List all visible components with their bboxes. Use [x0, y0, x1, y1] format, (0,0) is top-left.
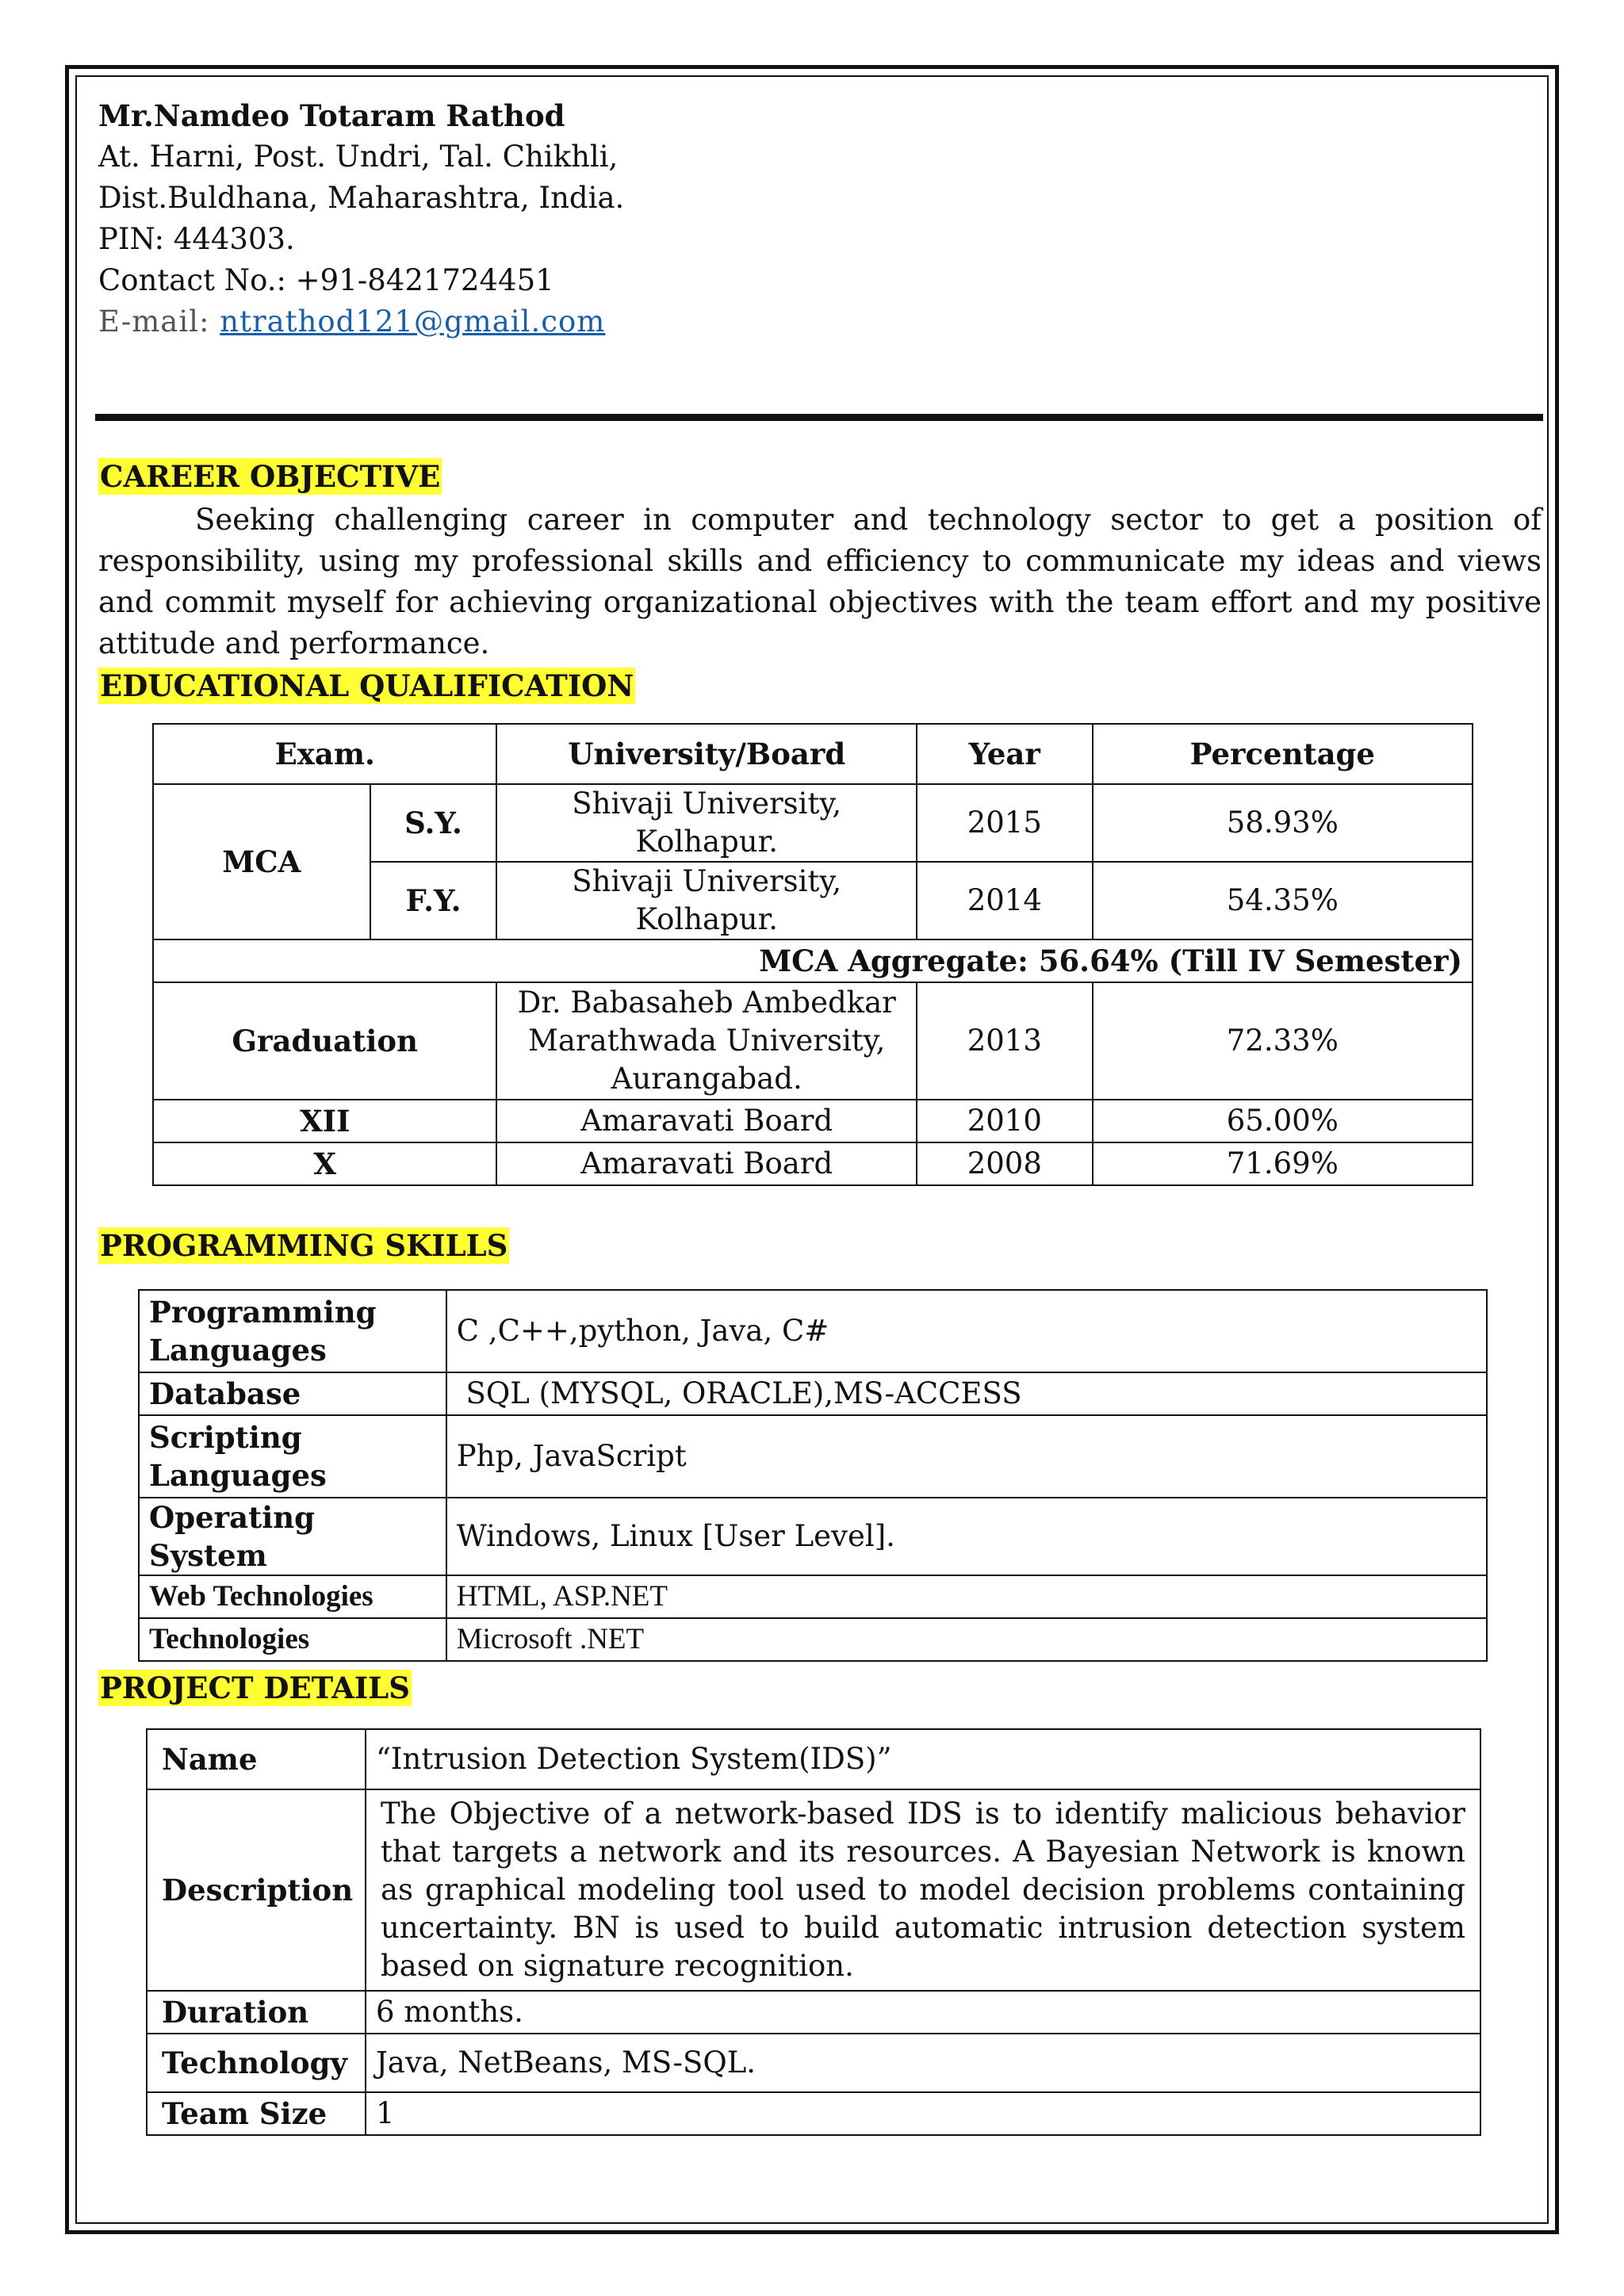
education-table: [152, 723, 1473, 1186]
career-objective-text: [98, 499, 1542, 664]
table-row: [147, 1729, 1480, 1789]
skill-label-programming: [139, 1290, 446, 1372]
skill-label-database: Database: [139, 1372, 446, 1415]
pin-code: PIN: 444303.: [98, 222, 295, 256]
skill-value-scripting: Php, JavaScript: [446, 1415, 1487, 1498]
skill-label-line: Programming: [149, 1295, 377, 1330]
header-year: Year: [917, 724, 1093, 784]
education-heading: EDUCATIONAL QUALIFICATION: [100, 668, 634, 703]
project-name-value: “Intrusion Detection System(IDS)”: [366, 1729, 1480, 1789]
mca-fy-university: [496, 862, 917, 939]
x-label: X: [153, 1142, 496, 1185]
mca-fy-label: F.Y.: [370, 862, 497, 939]
x-percentage: 71.69%: [1093, 1142, 1473, 1185]
project-description-value: The Objective of a network-based IDS is to identify malicious behavior that targets a network and its resources. A Bayesian Network is known as graphical modeling tool used to model decision problems containing uncertainty. BN is used to build automatic intrusion detection system based on signature recognition.: [366, 1789, 1480, 1991]
skill-value-database: SQL (MYSQL, ORACLE),MS-ACCESS: [446, 1372, 1487, 1415]
skills-heading: PROGRAMMING SKILLS: [100, 1228, 508, 1263]
skill-value-web: HTML, ASP.NET: [446, 1575, 1487, 1618]
xii-year: 2010: [917, 1100, 1093, 1142]
project-heading: PROJECT DETAILS: [100, 1670, 410, 1705]
skill-label-line: Languages: [149, 1458, 327, 1493]
skills-table: [138, 1289, 1488, 1662]
x-year: 2008: [917, 1142, 1093, 1185]
xii-board: Amaravati Board: [496, 1100, 917, 1142]
skill-value-technologies: Microsoft .NET: [446, 1618, 1487, 1661]
phone-number: Contact No.: +91-8421724451: [98, 263, 554, 297]
address-line-2: Dist.Buldhana, Maharashtra, India.: [98, 181, 625, 215]
project-table: [146, 1728, 1481, 2136]
project-duration-label: Duration: [147, 1991, 366, 2034]
mca-aggregate: MCA Aggregate: 56.64% (Till IV Semester): [153, 939, 1473, 982]
university-line: Shivaji University,: [572, 864, 842, 898]
project-team-label: Team Size: [147, 2092, 366, 2135]
header-percentage: Percentage: [1093, 724, 1473, 784]
project-team-value: 1: [366, 2092, 1480, 2135]
project-technology-label: Technology: [147, 2034, 366, 2092]
xii-label: XII: [153, 1100, 496, 1142]
email-link[interactable]: ntrathod121@gmail.com: [220, 304, 606, 339]
career-objective-body: Seeking challenging career in computer and technology sector to get a position of responsibility, using my professional skills and efficiency to communicate my ideas and views and commit myself for achieving organizational objectives with the team effort and my positive attitude and performance.: [98, 503, 1542, 660]
mca-sy-label: S.Y.: [370, 784, 497, 862]
header-exam: Exam.: [153, 724, 496, 784]
graduation-label: Graduation: [153, 982, 496, 1100]
table-row: [147, 2092, 1480, 2135]
mca-sy-percentage: 58.93%: [1093, 784, 1473, 862]
mca-sy-year: 2015: [917, 784, 1093, 862]
candidate-name: Mr.Namdeo Totaram Rathod: [98, 98, 565, 133]
header-university: University/Board: [496, 724, 917, 784]
graduation-percentage: 72.33%: [1093, 982, 1473, 1100]
university-line: Marathwada University,: [528, 1024, 886, 1058]
table-row: [139, 1498, 1487, 1575]
table-row: [139, 1372, 1487, 1415]
graduation-year: 2013: [917, 982, 1093, 1100]
table-row: [153, 1100, 1473, 1142]
career-objective-heading: CAREER OBJECTIVE: [100, 459, 441, 494]
table-row: [153, 1142, 1473, 1185]
university-line: Shivaji University,: [572, 786, 842, 821]
table-row: [153, 939, 1473, 982]
career-objective-section: [98, 458, 1542, 664]
project-name-label: Name: [147, 1729, 366, 1789]
skill-label-web: Web Technologies: [139, 1575, 446, 1618]
skill-label-scripting: [139, 1415, 446, 1498]
university-line: Kolhapur.: [635, 902, 778, 936]
contact-block: [98, 95, 1542, 342]
email-row: [98, 301, 1542, 342]
xii-percentage: 65.00%: [1093, 1100, 1473, 1142]
header-divider: [95, 414, 1543, 421]
table-row: [153, 724, 1473, 784]
mca-fy-percentage: 54.35%: [1093, 862, 1473, 939]
project-heading-wrap: [98, 1670, 412, 1706]
skill-label-technologies: Technologies: [139, 1618, 446, 1661]
table-row: [153, 982, 1473, 1100]
skill-value-os: Windows, Linux [User Level].: [446, 1498, 1487, 1575]
mca-fy-year: 2014: [917, 862, 1093, 939]
skill-label-line: Scripting: [149, 1420, 302, 1455]
table-row: [139, 1618, 1487, 1661]
table-row: [147, 1789, 1480, 1991]
university-line: Aurangabad.: [611, 1062, 802, 1096]
table-row: [147, 2034, 1480, 2092]
table-row: [147, 1991, 1480, 2034]
mca-sy-university: [496, 784, 917, 862]
skill-value-programming: C ,C++,python, Java, C#: [446, 1290, 1487, 1372]
education-heading-wrap: [98, 668, 635, 704]
table-row: [139, 1415, 1487, 1498]
project-technology-value: Java, NetBeans, MS-SQL.: [366, 2034, 1480, 2092]
email-label: E-mail:: [98, 304, 220, 339]
skill-label-line: Languages: [149, 1333, 327, 1368]
mca-label: MCA: [153, 784, 370, 939]
project-description-label: Description: [147, 1789, 366, 1991]
graduation-university: [496, 982, 917, 1100]
university-line: Kolhapur.: [635, 825, 778, 859]
address-line-1: At. Harni, Post. Undri, Tal. Chikhli,: [98, 140, 619, 174]
project-duration-value: 6 months.: [366, 1991, 1480, 2034]
table-row: [139, 1575, 1487, 1618]
skills-heading-wrap: [98, 1227, 509, 1264]
skill-label-os: Operating System: [139, 1498, 446, 1575]
x-board: Amaravati Board: [496, 1142, 917, 1185]
table-row: [153, 784, 1473, 862]
table-row: [139, 1290, 1487, 1372]
university-line: Dr. Babasaheb Ambedkar: [517, 985, 896, 1020]
